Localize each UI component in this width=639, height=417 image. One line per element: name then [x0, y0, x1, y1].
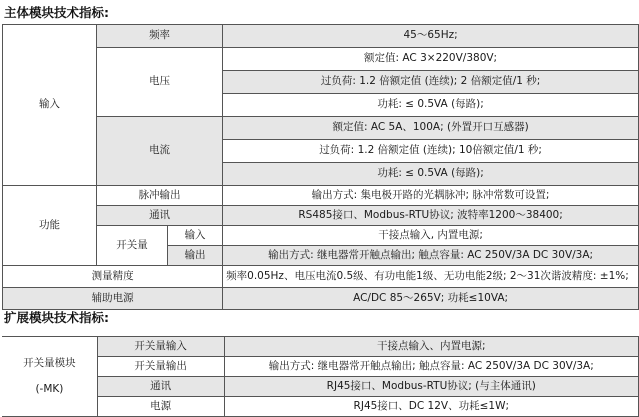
table-row: [3, 117, 639, 140]
accuracy-label: 测量精度: [3, 266, 223, 288]
voltage-rated-value: 额定值: AC 3×220V/380V;: [223, 48, 639, 71]
voltage-overload-value: 过负荷: 1.2 倍额定值 (连续); 2 倍额定值/1 秒;: [223, 71, 639, 94]
switch-module-cell: [2, 337, 97, 417]
ext-comm-value: RJ45接口、Modbus-RTU协议; (与主体通讯): [224, 377, 638, 397]
switch-input-value: 干接点输入, 内置电源;: [223, 226, 639, 246]
table-row: [3, 226, 639, 246]
switch-output-value: 输出方式: 继电器常开触点输出; 触点容量: AC 250V/3A DC 30V/3A;: [223, 246, 639, 266]
main-spec-table: [2, 24, 639, 310]
aux-power-label: 辅助电源: [3, 288, 223, 310]
comm-value: RS485接口、Modbus-RTU协议; 波特率1200～38400;: [223, 206, 639, 226]
current-rated-value: 额定值: AC 5A、100A; (外置开口互感器): [223, 117, 639, 140]
ext-spec-table: [2, 336, 639, 417]
freq-value: 45～65Hz;: [223, 25, 639, 48]
table-row: [3, 186, 639, 206]
aux-power-value: AC/DC 85～265V; 功耗≤10VA;: [223, 288, 639, 310]
voltage-label: 电压: [96, 48, 222, 117]
table-row: [3, 48, 639, 71]
switch-input-label: 输入: [167, 226, 222, 246]
switch-label: 开关量: [96, 226, 167, 266]
ext-comm-label: 通讯: [97, 377, 224, 397]
accuracy-value: [223, 266, 639, 288]
main-spec-heading: 主体模块技术指标:: [4, 5, 109, 20]
comm-label: 通讯: [96, 206, 222, 226]
table-row: [3, 206, 639, 226]
input-category-cell: 输入: [3, 25, 97, 186]
switch-module-label: 开关量模块: [23, 356, 76, 369]
table-row: [2, 357, 639, 377]
voltage-power-value: 功耗: ≤ 0.5VA (每路);: [223, 94, 639, 117]
table-row: [3, 288, 639, 310]
table-row: [3, 25, 639, 48]
ext-spec-heading: 扩展模块技术指标:: [4, 310, 109, 325]
freq-label: 频率: [96, 25, 222, 48]
current-overload-value: 过负荷: 1.2 倍额定值 (连续); 10倍额定值/1 秒;: [223, 140, 639, 163]
switch-module-code: (-MK): [35, 382, 64, 395]
function-category-cell: 功能: [3, 186, 97, 266]
ext-switch-input-label: 开关量输入: [97, 337, 224, 357]
ext-switch-output-label: 开关量输出: [97, 357, 224, 377]
ext-power-value: RJ45接口、DC 12V、功耗≤1W;: [224, 397, 638, 417]
ext-switch-input-value: 干接点输入、内置电源;: [224, 337, 638, 357]
current-power-value: 功耗: ≤ 0.5VA (每路);: [223, 163, 639, 186]
current-label: 电流: [96, 117, 222, 186]
switch-output-label: 输出: [167, 246, 222, 266]
pulse-value: 输出方式: 集电极开路的光耦脉冲; 脉冲常数可设置;: [223, 186, 639, 206]
table-row: [3, 266, 639, 288]
table-row: [2, 377, 639, 397]
ext-switch-output-value: 输出方式: 继电器常开触点输出; 触点容量: AC 250V/3A DC 30V/3A;: [224, 357, 638, 377]
accuracy-value-text: 频率0.05Hz、电压电流0.5级、有功电能1级、无功电能2级; 2～31次谐波精度: ±1%;: [226, 269, 629, 282]
table-row: [2, 337, 639, 357]
pulse-label: 脉冲输出: [96, 186, 222, 206]
ext-power-label: 电源: [97, 397, 224, 417]
